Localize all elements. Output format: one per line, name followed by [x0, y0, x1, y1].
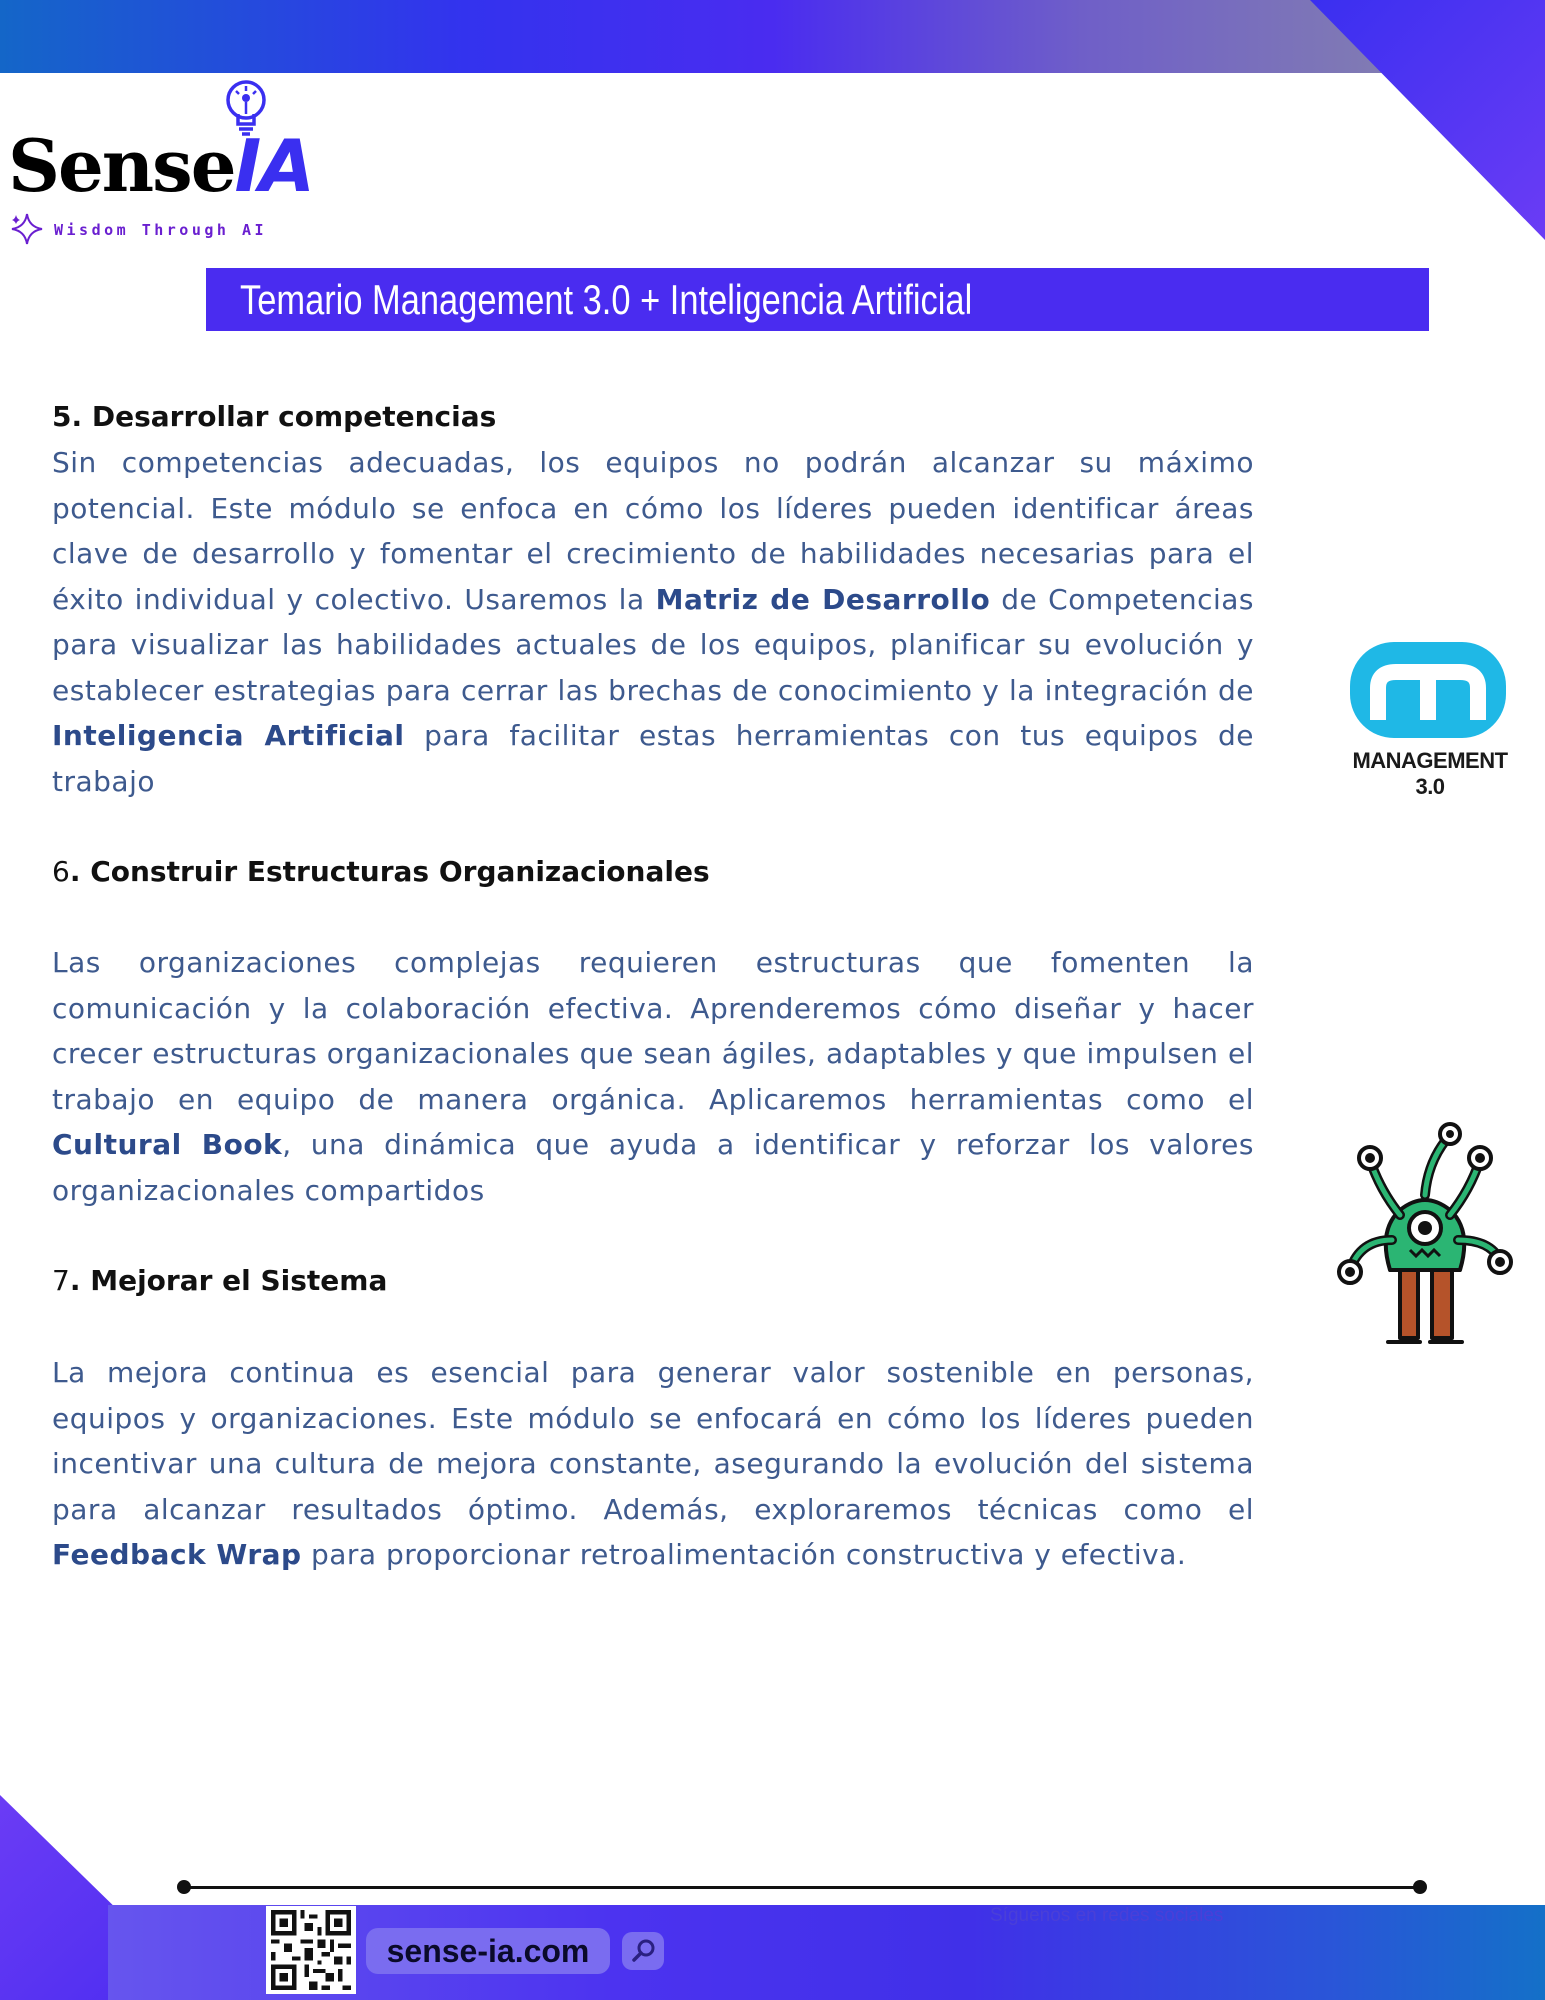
section-7-paragraph: [52, 1350, 1254, 1578]
section-5-title: . Desarrollar competencias: [71, 400, 497, 433]
section-5-heading: [52, 400, 1252, 433]
section-6-number: 6: [52, 855, 70, 888]
section-6-text-2: , una dinámica que ayuda a identificar y reforzar los valores organizacionales compartidos: [52, 1128, 1254, 1207]
section-7-heading: [52, 1264, 1252, 1297]
footer-divider: [183, 1886, 1419, 1889]
qr-code-icon[interactable]: [266, 1906, 356, 1994]
management30-caption: MANAGEMENT 3.0: [1352, 748, 1508, 799]
section-6-heading: [52, 855, 1252, 888]
brand-tagline: Wisdom Through AI: [54, 221, 268, 239]
search-button[interactable]: [622, 1932, 664, 1970]
section-7-text-2: para proporcionar retroalimentación constructiva y efectiva.: [301, 1538, 1187, 1571]
page-title: Temario Management 3.0 + Inteligencia Artificial: [240, 276, 973, 323]
management30-logo-icon: [1348, 640, 1508, 740]
divider-dot-right: [1413, 1880, 1427, 1894]
section-7-title: . Mejorar el Sistema: [69, 1264, 388, 1297]
section-5-paragraph: [52, 440, 1254, 804]
section-5-number: 5: [52, 400, 72, 433]
monster-illustration-icon: [1330, 1120, 1520, 1350]
section-5-highlight-2: Inteligencia Artificial: [52, 719, 405, 752]
section-6-highlight-1: Cultural Book: [52, 1128, 283, 1161]
section-5-text-1: Sin competencias adecuadas, los equipos no podrán alcanzar su máximo potencial. Este módulo se enfoca en cómo los líderes pueden identificar áreas clave de desarrollo y fomentar el crecimiento de habilidades necesarias para el éxito individual y colectivo. Usaremos la: [52, 446, 1254, 616]
title-bar: [206, 268, 1429, 331]
section-7-number: 7: [52, 1264, 70, 1297]
section-5-text-2: de Competencias para visualizar las habilidades actuales de los equipos, planificar su evolución y establecer estrategias para cerrar las brechas de conocimiento y la integración de: [52, 582, 1255, 707]
social-media-text: Síguenos en redes sociales: [990, 1905, 1224, 1926]
sparkle-icon: [10, 212, 44, 246]
logo-word: Sense: [8, 123, 235, 208]
top-corner-triangle: [1290, 0, 1545, 240]
section-6-title: . Construir Estructuras Organizacionales: [69, 855, 710, 888]
brand-logo: [8, 123, 314, 208]
section-5-highlight-1: Matriz de Desarrollo: [655, 582, 991, 616]
section-6-paragraph: [52, 940, 1254, 1213]
section-5-text-3: para facilitar estas herramientas con tus equipos de trabajo: [52, 719, 1255, 798]
section-6-text-1: Las organizaciones complejas requieren estructuras que fomenten la comunicación y la colaboración efectiva. Aprenderemos cómo diseñar y hacer crecer estructuras organizacionales que sean ágiles, adaptables y que impulsen el trabajo en equipo de manera orgánica. Aplicaremos herramientas como el: [52, 946, 1254, 1116]
divider-dot-left: [177, 1880, 191, 1894]
section-7-highlight-1: Feedback Wrap: [52, 1538, 302, 1571]
logo-accent: IA: [234, 124, 314, 208]
search-icon: [622, 1932, 664, 1970]
website-link[interactable]: sense-ia.com: [386, 1933, 590, 1969]
section-7-text-1: La mejora continua es esencial para generar valor sostenible en personas, equipos y organizaciones. Este módulo se enfocará en cómo los líderes pueden incentivar una cultura de mejora constante, asegurando la evolución del sistema para alcanzar resultados óptimo. Además, exploraremos técnicas como el: [52, 1356, 1254, 1526]
